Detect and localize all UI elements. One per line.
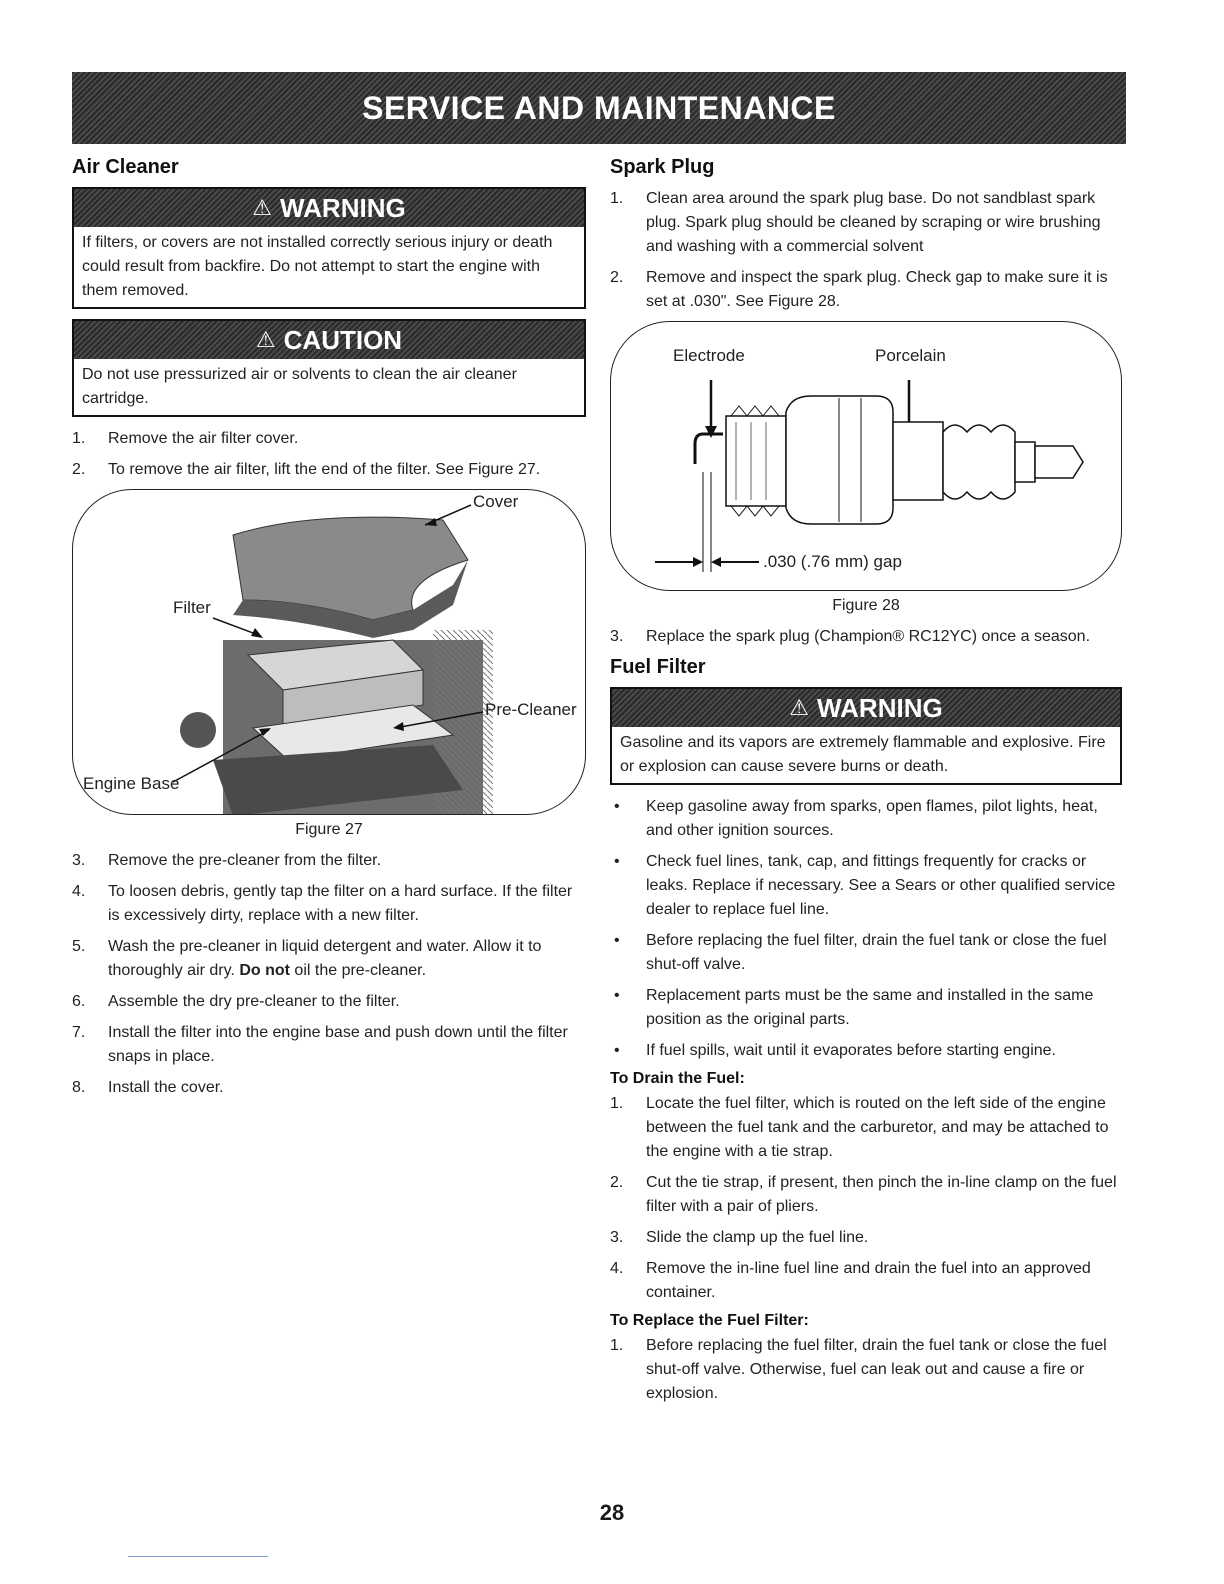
list-item: 2. To remove the air filter, lift the end of the filter. See Figure 27. <box>72 461 541 478</box>
label-filter: Filter <box>173 598 211 617</box>
replace-filter-steps <box>610 1334 1122 1406</box>
drain-fuel-steps <box>610 1092 1122 1305</box>
fuel-filter-heading: Fuel Filter <box>610 656 706 678</box>
right-column <box>610 156 1122 1413</box>
list-item: 3. Replace the spark plug (Champion® RC12YC) once a season. <box>610 628 1091 645</box>
list-item: • Keep gasoline away from sparks, open flames, pilot lights, heat, and other ignition sources. <box>614 798 1098 839</box>
list-item: • Check fuel lines, tank, cap, and fittings frequently for cracks or leaks. Replace if necessary. See a Sears or other qualified service dealer to replace fuel line. <box>614 853 1116 918</box>
warning-header: ⚠ WARNING <box>612 689 1120 727</box>
air-filter-illustration <box>73 490 585 815</box>
figure-27 <box>72 489 586 815</box>
label-cover: Cover <box>473 492 519 511</box>
spark-plug-heading: Spark Plug <box>610 156 715 178</box>
label-engine-base: Engine Base <box>83 774 180 793</box>
fuel-safety-bullets <box>610 795 1122 1063</box>
list-item: 8. Install the cover. <box>72 1079 224 1096</box>
list-item: 5. Wash the pre-cleaner in liquid detergent and water. Allow it to thoroughly air dry. Do not oil the pre-cleaner. <box>72 938 542 979</box>
caution-triangle-icon: ⚠ <box>255 327 276 352</box>
spark-plug-step-3 <box>610 625 1122 649</box>
warning-text: If filters, or covers are not installed correctly serious injury or death could result from backfire. Do not attempt to start the engine with them removed. <box>82 234 553 299</box>
caution-text: Do not use pressurized air or solvents to clean the air cleaner cartridge. <box>82 366 517 407</box>
fuel-filter-warning <box>610 687 1122 785</box>
knob <box>180 712 216 748</box>
list-item: 1. Before replacing the fuel filter, drain the fuel tank or close the fuel shut-off valve. Otherwise, fuel can leak out and cause a fire or explosion. <box>610 1337 1107 1402</box>
air-cleaner-warning <box>72 187 586 309</box>
list-item: • Before replacing the fuel filter, drain the fuel tank or close the fuel shut-off valve. <box>614 932 1107 973</box>
list-item: 2. Cut the tie strap, if present, then pinch the in-line clamp on the fuel filter with a pair of pliers. <box>610 1174 1117 1215</box>
figure-27-caption: Figure 27 <box>295 821 363 838</box>
section-banner <box>72 72 1126 144</box>
air-cleaner-heading: Air Cleaner <box>72 156 179 178</box>
page-number: 28 <box>599 1500 625 1525</box>
warning-triangle-icon: ⚠ <box>789 695 810 720</box>
replace-filter-heading: To Replace the Fuel Filter: <box>610 1312 809 1329</box>
page-title: SERVICE AND MAINTENANCE <box>362 89 836 126</box>
list-item: 3. Remove the pre-cleaner from the filter. <box>72 852 382 869</box>
list-item: 1. Clean area around the spark plug base. Do not sandblast spark plug. Spark plug should be cleaned by scraping or wire brushing and washing with a commercial solvent <box>610 190 1101 255</box>
warning-text: Gasoline and its vapors are extremely flammable and explosive. Fire or explosion can cause severe burns or death. <box>620 734 1106 775</box>
figure-28-caption: Figure 28 <box>832 597 900 614</box>
air-cleaner-steps-b <box>72 849 586 1100</box>
figure-28 <box>610 321 1122 591</box>
spark-plug-steps <box>610 187 1122 314</box>
list-item: 6. Assemble the dry pre-cleaner to the filter. <box>72 993 400 1010</box>
air-cleaner-caution <box>72 319 586 417</box>
label-gap: .030 (.76 mm) gap <box>763 552 902 571</box>
list-item: 7. Install the filter into the engine base and push down until the filter snaps in place. <box>72 1024 568 1065</box>
drain-fuel-heading: To Drain the Fuel: <box>610 1070 745 1087</box>
list-item: 1. Remove the air filter cover. <box>72 430 299 447</box>
label-porcelain: Porcelain <box>875 346 946 365</box>
list-item: 3. Slide the clamp up the fuel line. <box>610 1229 869 1246</box>
label-electrode: Electrode <box>673 346 745 365</box>
warning-header: ⚠ WARNING <box>74 189 584 227</box>
list-item: • If fuel spills, wait until it evaporates before starting engine. <box>614 1042 1056 1059</box>
list-item: 2. Remove and inspect the spark plug. Check gap to make sure it is set at .030". See Figure 28. <box>610 269 1108 310</box>
footer-rule <box>128 1556 268 1557</box>
list-item: 1. Locate the fuel filter, which is routed on the left side of the engine between the fuel tank and the carburetor, and may be attached to the engine with a tie strap. <box>610 1095 1109 1160</box>
left-column <box>72 156 586 1107</box>
air-cleaner-steps-a <box>72 427 586 482</box>
warning-triangle-icon: ⚠ <box>252 195 273 220</box>
list-item: 4. To loosen debris, gently tap the filter on a hard surface. If the filter is excessively dirty, replace with a new filter. <box>72 883 573 924</box>
list-item: • Replacement parts must be the same and installed in the same position as the original parts. <box>614 987 1094 1028</box>
list-item: 4. Remove the in-line fuel line and drain the fuel into an approved container. <box>610 1260 1091 1301</box>
label-precleaner: Pre-Cleaner <box>485 700 577 719</box>
caution-header: ⚠ CAUTION <box>74 321 584 359</box>
